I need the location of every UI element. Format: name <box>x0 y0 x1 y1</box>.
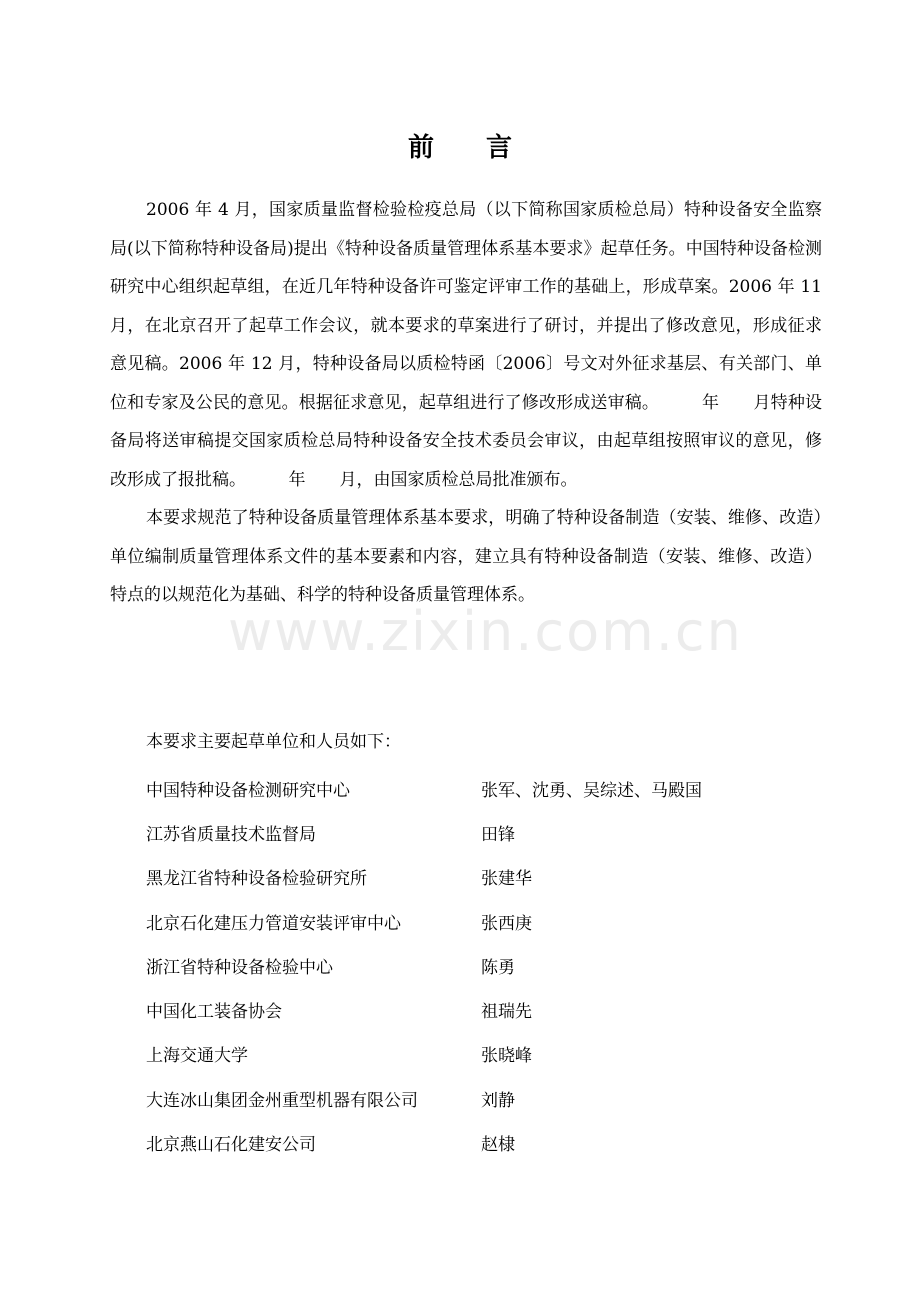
member-people: 陈勇 <box>481 957 515 978</box>
member-org: 中国特种设备检测研究中心 <box>146 780 350 801</box>
member-row <box>146 899 826 943</box>
member-org: 北京石化建压力管道安装评审中心 <box>146 913 401 934</box>
member-row <box>146 855 826 899</box>
paragraph-scope: 本要求规范了特种设备质量管理体系基本要求，明确了特种设备制造（安装、维修、改造）单位编制质量管理体系文件的基本要素和内容，建立具有特种设备制造（安装、维修、改造）特点的以规范化为基础、科学的特种设备质量管理体系。 <box>110 508 822 605</box>
member-row <box>146 1032 826 1076</box>
member-people: 田锋 <box>481 824 515 845</box>
members-intro: 本要求主要起草单位和人员如下： <box>146 732 401 752</box>
member-row <box>146 1120 826 1164</box>
member-people: 张军、沈勇、吴综述、马殿国 <box>481 780 702 801</box>
member-org: 中国化工装备协会 <box>146 1002 282 1023</box>
member-row <box>146 810 826 854</box>
member-people: 张建华 <box>481 869 532 890</box>
member-people: 张晓峰 <box>481 1046 532 1067</box>
body-text <box>110 191 822 615</box>
watermark: www.zixin.com.cn <box>228 600 743 663</box>
member-org: 北京燕山石化建安公司 <box>146 1135 316 1156</box>
member-org: 上海交通大学 <box>146 1046 248 1067</box>
member-people: 刘静 <box>481 1090 515 1111</box>
member-row <box>146 766 826 810</box>
member-org: 大连冰山集团金州重型机器有限公司 <box>146 1090 418 1111</box>
member-people: 张西庚 <box>481 913 532 934</box>
member-row <box>146 987 826 1031</box>
page-title: 前言 <box>407 133 564 163</box>
member-row <box>146 1076 826 1120</box>
member-org: 浙江省特种设备检验中心 <box>146 957 333 978</box>
member-org: 江苏省质量技术监督局 <box>146 824 316 845</box>
paragraph-background: 2006 年 4 月，国家质量监督检验检疫总局（以下简称国家质检总局）特种设备安全监察局(以下简称特种设备局)提出《特种设备质量管理体系基本要求》起草任务。中国特种设备检测研究中心组织起草组，在近几年特种设备许可鉴定评审工作的基础上，形成草案。2006 年 11 月，在北京召开了起草工作会议，就本要求的草案进行了研讨，并提出了修改意见，形成征求意见稿。2006 年 12 月，特种设备局以质检特函〔2006〕号文对外征求基层、有关部门、单位和专家及公民的意见。根据征求意见，起草组进行了修改形成送审稿。 年 月特种设备局将送审稿提交国家质检总局特种设备安全技术委员会审议，由起草组按照审议的意见，修改形成了报批稿。 年 月，由国家质检总局批准颁布。 <box>110 200 822 490</box>
member-row <box>146 943 826 987</box>
members-list <box>146 766 826 1165</box>
member-org: 黑龙江省特种设备检验研究所 <box>146 869 367 890</box>
member-people: 赵棣 <box>481 1135 515 1156</box>
member-people: 祖瑞先 <box>481 1002 532 1023</box>
